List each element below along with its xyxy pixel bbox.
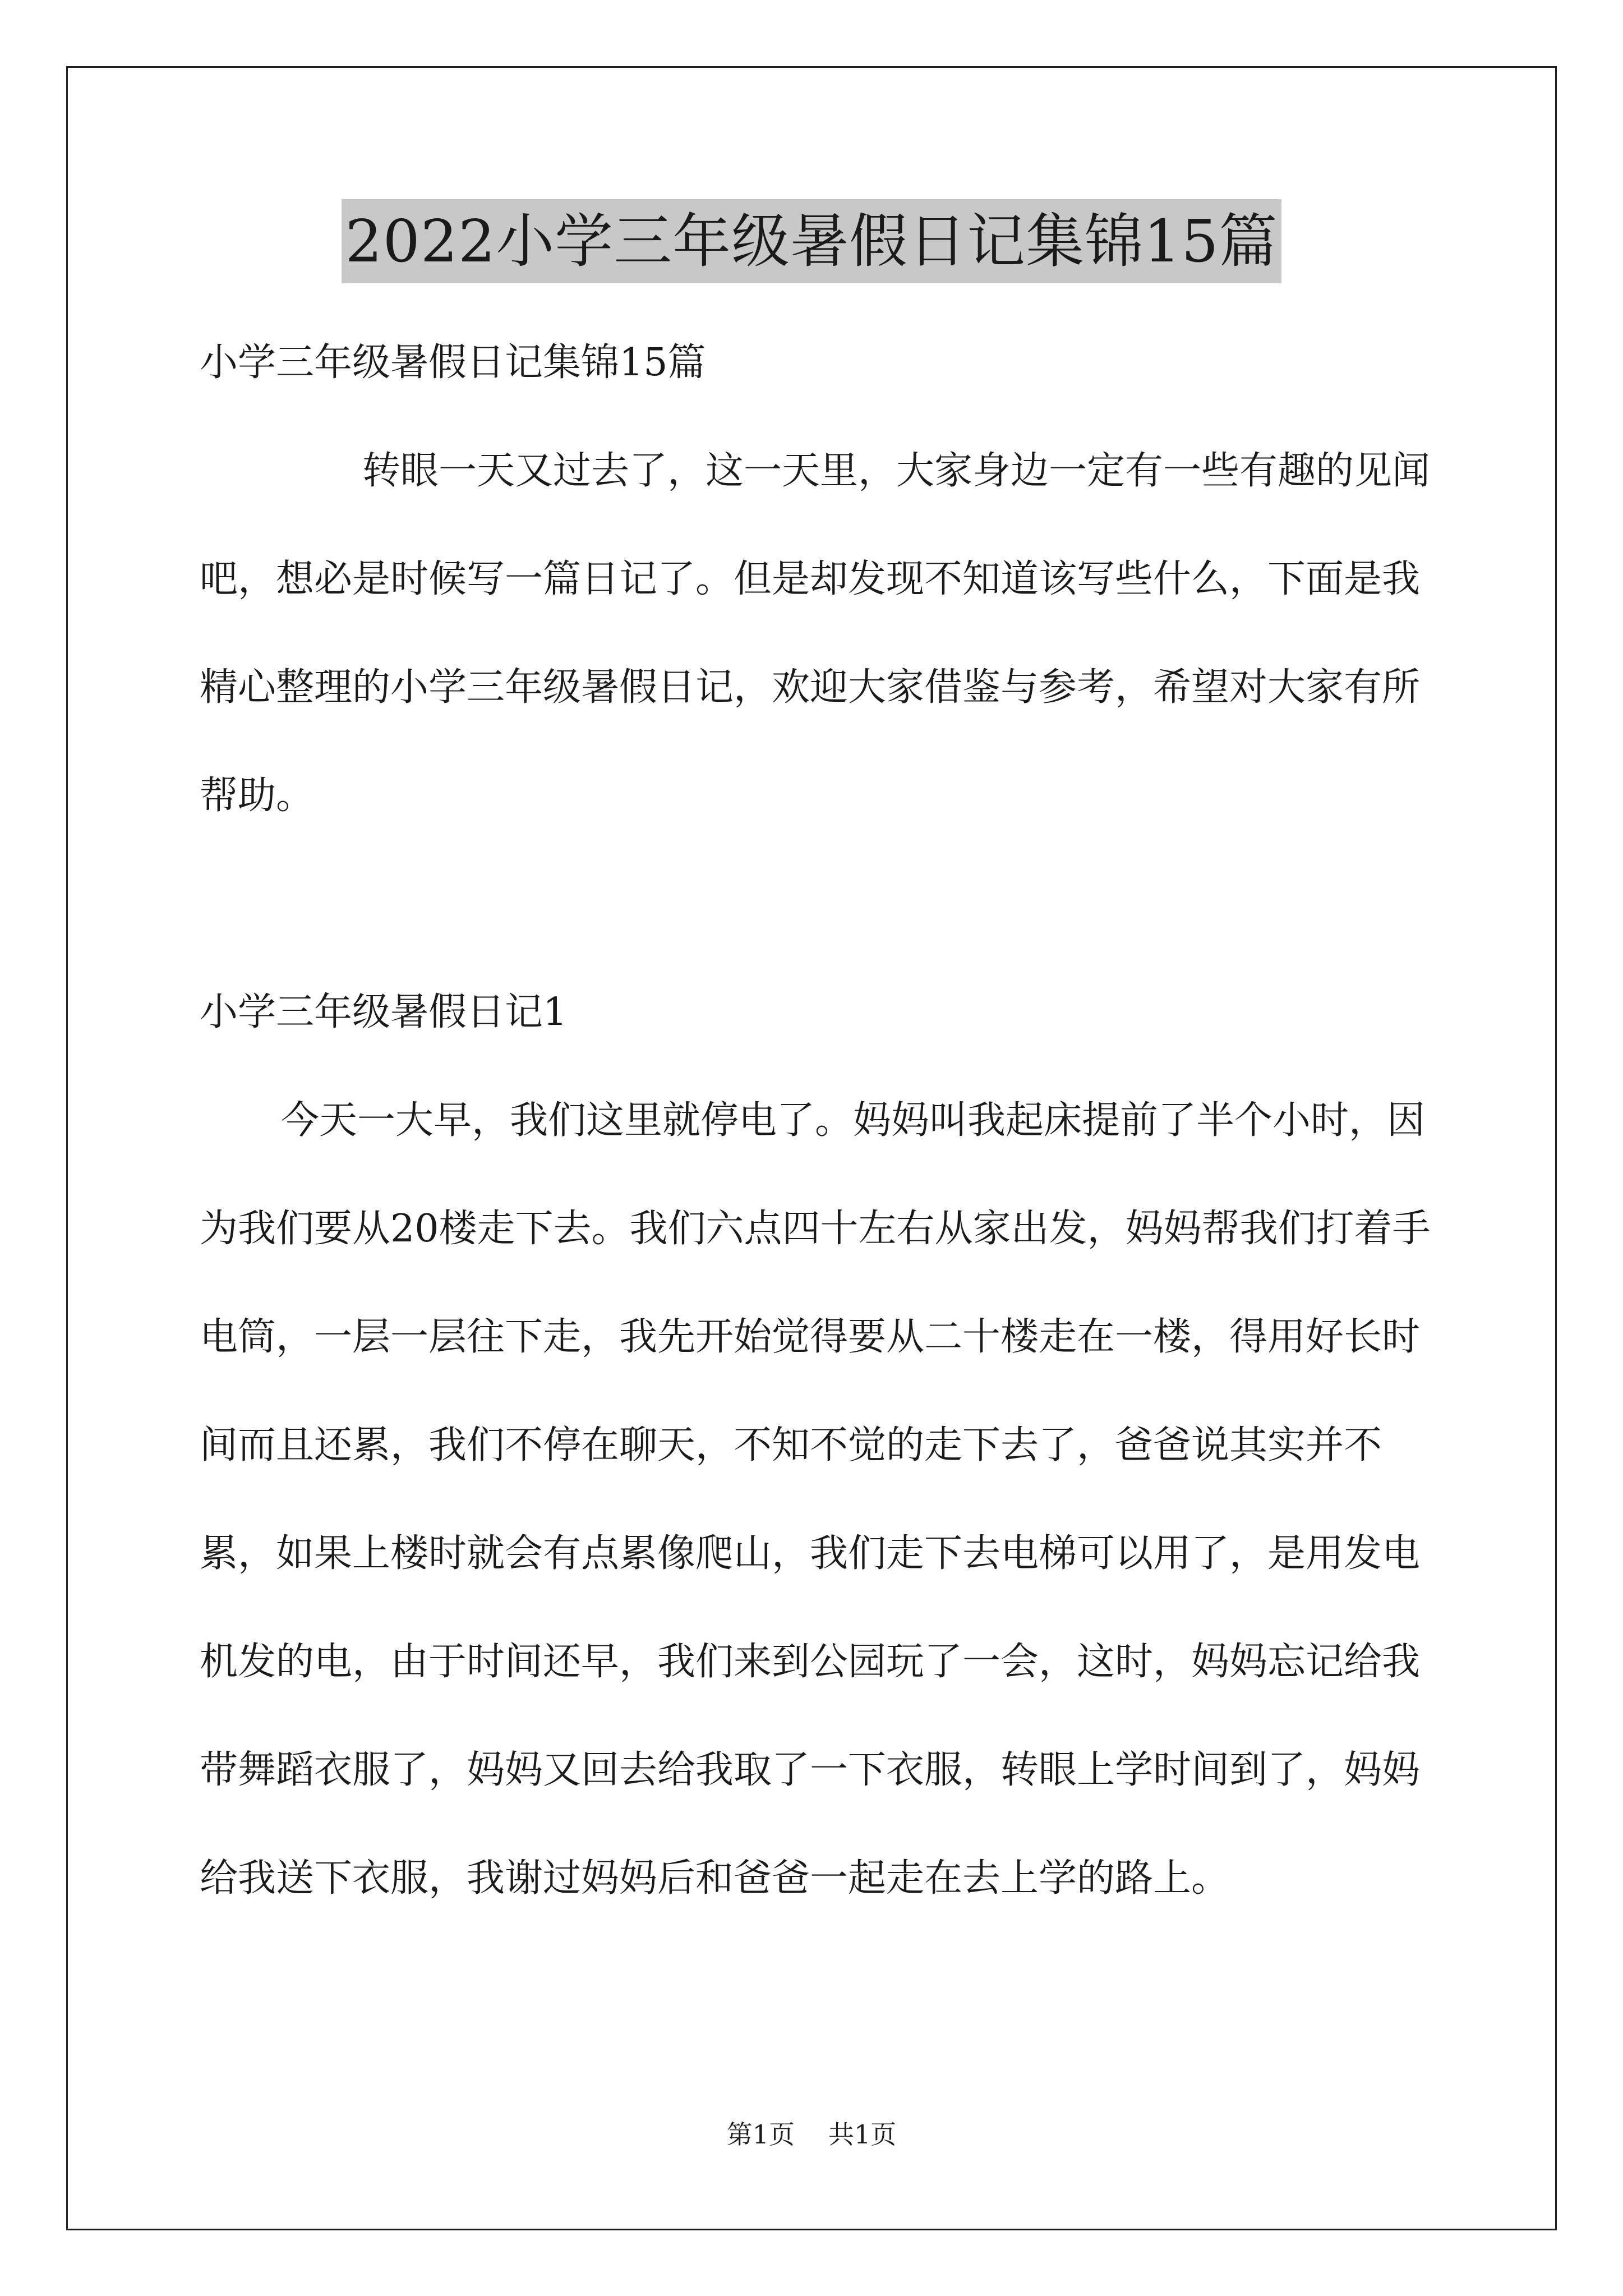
document-body bbox=[200, 309, 1456, 1932]
document-subtitle: 小学三年级暑假日记集锦15篇 bbox=[200, 341, 706, 385]
section-heading: 小学三年级暑假日记1 bbox=[200, 990, 568, 1034]
page-footer bbox=[0, 2118, 1623, 2151]
page-number-total: 共1页 bbox=[828, 2119, 897, 2150]
section-paragraph: 今天一大早，我们这里就停电了。妈妈叫我起床提前了半个小时，因为我们要从20楼走下去。我们六点四十左右从家出发，妈妈帮我们打着手电筒，一层一层往下走，我先开始觉得要从二十楼走在一楼，得用好长时间而且还累，我们不停在聊天，不知不觉的走下去了，爸爸说其实并不累，如果上楼时就会有点累像爬山，我们走下去电梯可以用了，是用发电机发的电，由于时间还早，我们来到公园玩了一会，这时，妈妈忘记给我带舞蹈衣服了，妈妈又回去给我取了一下衣服，转眼上学时间到了，妈妈给我送下衣服，我谢过妈妈后和爸爸一起走在去上学的路上。 bbox=[200, 1098, 1431, 1901]
document-title: 2022小学三年级暑假日记集锦15篇 bbox=[342, 199, 1281, 283]
page-number-current: 第1页 bbox=[726, 2119, 795, 2150]
intro-paragraph: 转眼一天又过去了，这一天里，大家身边一定有一些有趣的见闻吧，想必是时候写一篇日记了。但是却发现不知道该写些什么，下面是我精心整理的小学三年级暑假日记，欢迎大家借鉴与参考，希望对大家有所帮助。 bbox=[200, 449, 1431, 818]
paragraph-spacer bbox=[200, 850, 1456, 958]
title-container bbox=[0, 199, 1623, 283]
